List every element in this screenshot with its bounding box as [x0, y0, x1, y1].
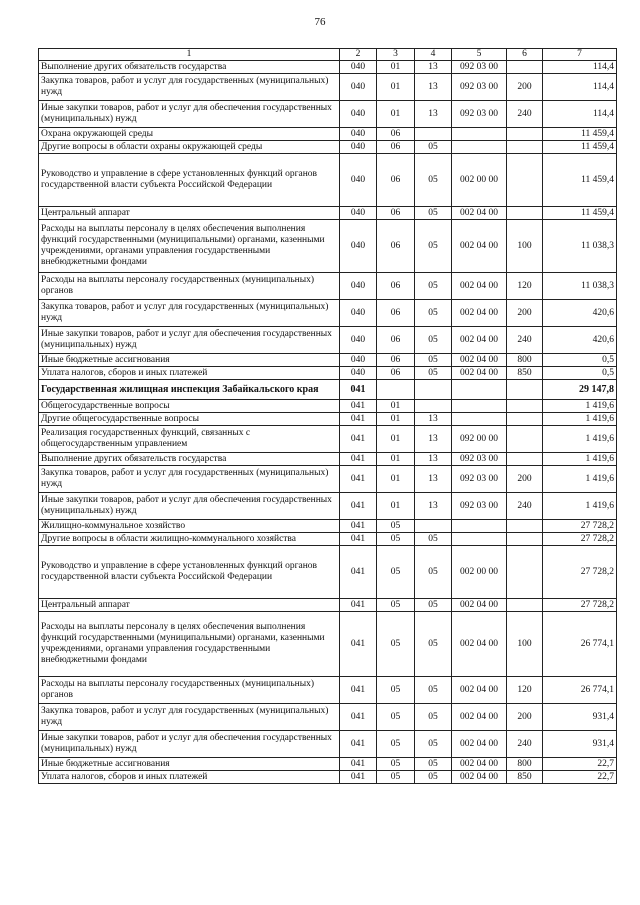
- amount-cell: 1 419,6: [543, 426, 617, 453]
- subsection-code-cell: 05: [415, 141, 452, 154]
- subsection-code-cell: 05: [415, 300, 452, 327]
- table-row: [39, 599, 617, 612]
- amount-cell: 22,7: [543, 771, 617, 784]
- section-code-cell: 06: [377, 154, 415, 207]
- section-code-cell: 05: [377, 704, 415, 731]
- table-row: [39, 380, 617, 400]
- ministry-code-cell: 041: [340, 758, 377, 771]
- subsection-code-cell: 05: [415, 771, 452, 784]
- subsection-code-cell: 05: [415, 207, 452, 220]
- table-row: [39, 758, 617, 771]
- table-row: [39, 101, 617, 128]
- row-name-cell: Государственная жилищная инспекция Забайкальского края: [39, 380, 340, 400]
- ministry-code-cell: 041: [340, 704, 377, 731]
- target-article-code-cell: 002 04 00: [452, 273, 507, 300]
- subsection-code-cell: 05: [415, 367, 452, 380]
- section-code-cell: 01: [377, 466, 415, 493]
- target-article-code-cell: 002 04 00: [452, 327, 507, 354]
- row-name-cell: Другие вопросы в области охраны окружающей среды: [39, 141, 340, 154]
- table-row: [39, 207, 617, 220]
- ministry-code-cell: 041: [340, 731, 377, 758]
- subsection-code-cell: 05: [415, 546, 452, 599]
- ministry-code-cell: 040: [340, 141, 377, 154]
- table-row: [39, 154, 617, 207]
- table-row: [39, 493, 617, 520]
- expense-type-code-cell: 120: [507, 273, 543, 300]
- amount-cell: 1 419,6: [543, 400, 617, 413]
- target-article-code-cell: [452, 380, 507, 400]
- ministry-code-cell: 041: [340, 453, 377, 466]
- section-code-cell: 06: [377, 327, 415, 354]
- section-code-cell: 06: [377, 367, 415, 380]
- row-name-cell: Центральный аппарат: [39, 599, 340, 612]
- target-article-code-cell: [452, 533, 507, 546]
- target-article-code-cell: 002 04 00: [452, 220, 507, 273]
- table-row: [39, 400, 617, 413]
- amount-cell: 22,7: [543, 758, 617, 771]
- row-name-cell: Охрана окружающей среды: [39, 128, 340, 141]
- target-article-code-cell: 002 04 00: [452, 677, 507, 704]
- amount-cell: 27 728,2: [543, 546, 617, 599]
- amount-cell: 1 419,6: [543, 413, 617, 426]
- table-row: [39, 677, 617, 704]
- expense-type-code-cell: [507, 380, 543, 400]
- section-code-cell: 05: [377, 546, 415, 599]
- subsection-code-cell: 05: [415, 220, 452, 273]
- table-row: [39, 426, 617, 453]
- amount-cell: 11 038,3: [543, 273, 617, 300]
- expense-type-code-cell: 200: [507, 466, 543, 493]
- ministry-code-cell: 040: [340, 354, 377, 367]
- row-name-cell: Расходы на выплаты персоналу в целях обеспечения выполнения функций государственными (муниципальными) органами, казенными учреждениями, органами управления государственными внебюджетными фондами: [39, 612, 340, 677]
- ministry-code-cell: 040: [340, 61, 377, 74]
- amount-cell: 1 419,6: [543, 453, 617, 466]
- column-header-1: 1: [39, 49, 340, 61]
- table-row: [39, 546, 617, 599]
- target-article-code-cell: [452, 128, 507, 141]
- table-row: [39, 128, 617, 141]
- table-row: [39, 466, 617, 493]
- ministry-code-cell: 041: [340, 413, 377, 426]
- subsection-code-cell: 13: [415, 74, 452, 101]
- ministry-code-cell: 041: [340, 771, 377, 784]
- subsection-code-cell: 13: [415, 493, 452, 520]
- expense-type-code-cell: [507, 128, 543, 141]
- subsection-code-cell: 05: [415, 599, 452, 612]
- section-code-cell: 06: [377, 300, 415, 327]
- column-header-7: 7: [543, 49, 617, 61]
- target-article-code-cell: 002 04 00: [452, 731, 507, 758]
- subsection-code-cell: 05: [415, 354, 452, 367]
- row-name-cell: Расходы на выплаты персоналу государственных (муниципальных) органов: [39, 677, 340, 704]
- target-article-code-cell: 002 04 00: [452, 758, 507, 771]
- column-header-4: 4: [415, 49, 452, 61]
- expense-type-code-cell: 120: [507, 677, 543, 704]
- subsection-code-cell: 05: [415, 327, 452, 354]
- table-row: [39, 74, 617, 101]
- amount-cell: 1 419,6: [543, 466, 617, 493]
- subsection-code-cell: 05: [415, 731, 452, 758]
- table-row: [39, 731, 617, 758]
- table-header-row: [39, 49, 617, 61]
- row-name-cell: Общегосударственные вопросы: [39, 400, 340, 413]
- target-article-code-cell: 092 03 00: [452, 466, 507, 493]
- row-name-cell: Закупка товаров, работ и услуг для государственных (муниципальных) нужд: [39, 466, 340, 493]
- target-article-code-cell: 092 03 00: [452, 453, 507, 466]
- expense-type-code-cell: [507, 453, 543, 466]
- ministry-code-cell: 040: [340, 101, 377, 128]
- ministry-code-cell: 041: [340, 520, 377, 533]
- section-code-cell: 01: [377, 74, 415, 101]
- section-code-cell: 06: [377, 141, 415, 154]
- ministry-code-cell: 041: [340, 599, 377, 612]
- row-name-cell: Иные бюджетные ассигнования: [39, 354, 340, 367]
- amount-cell: 29 147,8: [543, 380, 617, 400]
- column-header-2: 2: [340, 49, 377, 61]
- amount-cell: 1 419,6: [543, 493, 617, 520]
- amount-cell: 11 459,4: [543, 141, 617, 154]
- section-code-cell: 06: [377, 128, 415, 141]
- amount-cell: 26 774,1: [543, 677, 617, 704]
- table-row: [39, 704, 617, 731]
- section-code-cell: 05: [377, 612, 415, 677]
- amount-cell: 114,4: [543, 61, 617, 74]
- ministry-code-cell: 040: [340, 273, 377, 300]
- expense-type-code-cell: [507, 599, 543, 612]
- ministry-code-cell: 041: [340, 493, 377, 520]
- column-header-6: 6: [507, 49, 543, 61]
- ministry-code-cell: 041: [340, 612, 377, 677]
- section-code-cell: 01: [377, 413, 415, 426]
- target-article-code-cell: 002 04 00: [452, 367, 507, 380]
- row-name-cell: Иные закупки товаров, работ и услуг для обеспечения государственных (муниципальных) нужд: [39, 731, 340, 758]
- row-name-cell: Реализация государственных функций, связанных с общегосударственным управлением: [39, 426, 340, 453]
- amount-cell: 114,4: [543, 101, 617, 128]
- subsection-code-cell: 05: [415, 677, 452, 704]
- subsection-code-cell: [415, 400, 452, 413]
- amount-cell: 11 038,3: [543, 220, 617, 273]
- row-name-cell: Закупка товаров, работ и услуг для государственных (муниципальных) нужд: [39, 74, 340, 101]
- section-code-cell: 01: [377, 101, 415, 128]
- ministry-code-cell: 041: [340, 380, 377, 400]
- expense-type-code-cell: 240: [507, 493, 543, 520]
- expense-type-code-cell: 240: [507, 327, 543, 354]
- ministry-code-cell: 040: [340, 128, 377, 141]
- section-code-cell: 06: [377, 207, 415, 220]
- table-row: [39, 413, 617, 426]
- ministry-code-cell: 041: [340, 546, 377, 599]
- target-article-code-cell: 002 00 00: [452, 546, 507, 599]
- target-article-code-cell: [452, 413, 507, 426]
- ministry-code-cell: 041: [340, 426, 377, 453]
- table-row: [39, 367, 617, 380]
- table-row: [39, 61, 617, 74]
- ministry-code-cell: 041: [340, 466, 377, 493]
- section-code-cell: 06: [377, 354, 415, 367]
- row-name-cell: Иные закупки товаров, работ и услуг для обеспечения государственных (муниципальных) нужд: [39, 327, 340, 354]
- ministry-code-cell: 041: [340, 400, 377, 413]
- amount-cell: 931,4: [543, 704, 617, 731]
- amount-cell: 26 774,1: [543, 612, 617, 677]
- subsection-code-cell: [415, 380, 452, 400]
- target-article-code-cell: 002 04 00: [452, 612, 507, 677]
- table-row: [39, 354, 617, 367]
- expense-type-code-cell: [507, 520, 543, 533]
- amount-cell: 11 459,4: [543, 154, 617, 207]
- section-code-cell: 01: [377, 426, 415, 453]
- section-code-cell: 05: [377, 677, 415, 704]
- target-article-code-cell: 002 04 00: [452, 207, 507, 220]
- expense-type-code-cell: [507, 546, 543, 599]
- expense-type-code-cell: [507, 400, 543, 413]
- budget-table: [38, 48, 617, 784]
- ministry-code-cell: 041: [340, 533, 377, 546]
- target-article-code-cell: 002 04 00: [452, 599, 507, 612]
- row-name-cell: Другие вопросы в области жилищно-коммунального хозяйства: [39, 533, 340, 546]
- expense-type-code-cell: 240: [507, 731, 543, 758]
- ministry-code-cell: 040: [340, 154, 377, 207]
- ministry-code-cell: 040: [340, 367, 377, 380]
- row-name-cell: Иные бюджетные ассигнования: [39, 758, 340, 771]
- target-article-code-cell: 002 00 00: [452, 154, 507, 207]
- target-article-code-cell: 092 03 00: [452, 74, 507, 101]
- expense-type-code-cell: 200: [507, 704, 543, 731]
- row-name-cell: Иные закупки товаров, работ и услуг для обеспечения государственных (муниципальных) нужд: [39, 493, 340, 520]
- section-code-cell: 01: [377, 400, 415, 413]
- ministry-code-cell: 040: [340, 74, 377, 101]
- ministry-code-cell: 041: [340, 677, 377, 704]
- section-code-cell: 05: [377, 758, 415, 771]
- table-row: [39, 327, 617, 354]
- row-name-cell: Уплата налогов, сборов и иных платежей: [39, 367, 340, 380]
- row-name-cell: Руководство и управление в сфере установленных функций органов государственной власти субъекта Российской Федерации: [39, 546, 340, 599]
- section-code-cell: 01: [377, 493, 415, 520]
- amount-cell: 27 728,2: [543, 520, 617, 533]
- section-code-cell: 05: [377, 533, 415, 546]
- section-code-cell: 05: [377, 599, 415, 612]
- column-header-3: 3: [377, 49, 415, 61]
- target-article-code-cell: 092 03 00: [452, 61, 507, 74]
- expense-type-code-cell: [507, 413, 543, 426]
- section-code-cell: 06: [377, 273, 415, 300]
- subsection-code-cell: 05: [415, 154, 452, 207]
- target-article-code-cell: [452, 141, 507, 154]
- row-name-cell: Выполнение других обязательств государства: [39, 61, 340, 74]
- expense-type-code-cell: 800: [507, 354, 543, 367]
- expense-type-code-cell: 800: [507, 758, 543, 771]
- row-name-cell: Расходы на выплаты персоналу в целях обеспечения выполнения функций государственными (муниципальными) органами, казенными учреждениями, органами управления государственными внебюджетными фондами: [39, 220, 340, 273]
- section-code-cell: 05: [377, 520, 415, 533]
- amount-cell: 11 459,4: [543, 207, 617, 220]
- subsection-code-cell: 05: [415, 612, 452, 677]
- page-number: 76: [314, 16, 326, 28]
- amount-cell: 931,4: [543, 731, 617, 758]
- ministry-code-cell: 040: [340, 207, 377, 220]
- subsection-code-cell: 05: [415, 533, 452, 546]
- table-row: [39, 771, 617, 784]
- row-name-cell: Жилищно-коммунальное хозяйство: [39, 520, 340, 533]
- subsection-code-cell: [415, 128, 452, 141]
- row-name-cell: Уплата налогов, сборов и иных платежей: [39, 771, 340, 784]
- target-article-code-cell: [452, 400, 507, 413]
- table-row: [39, 300, 617, 327]
- target-article-code-cell: 092 03 00: [452, 493, 507, 520]
- expense-type-code-cell: [507, 207, 543, 220]
- expense-type-code-cell: 200: [507, 300, 543, 327]
- target-article-code-cell: 002 04 00: [452, 300, 507, 327]
- row-name-cell: Руководство и управление в сфере установленных функций органов государственной власти субъекта Российской Федерации: [39, 154, 340, 207]
- row-name-cell: Другие общегосударственные вопросы: [39, 413, 340, 426]
- table-row: [39, 520, 617, 533]
- expense-type-code-cell: 850: [507, 367, 543, 380]
- section-code-cell: 01: [377, 453, 415, 466]
- expense-type-code-cell: 100: [507, 220, 543, 273]
- amount-cell: 0,5: [543, 367, 617, 380]
- target-article-code-cell: [452, 520, 507, 533]
- target-article-code-cell: 002 04 00: [452, 354, 507, 367]
- expense-type-code-cell: 100: [507, 612, 543, 677]
- subsection-code-cell: 05: [415, 758, 452, 771]
- expense-type-code-cell: [507, 61, 543, 74]
- subsection-code-cell: 13: [415, 61, 452, 74]
- row-name-cell: Выполнение других обязательств государства: [39, 453, 340, 466]
- section-code-cell: 01: [377, 61, 415, 74]
- subsection-code-cell: [415, 520, 452, 533]
- expense-type-code-cell: 200: [507, 74, 543, 101]
- expense-type-code-cell: [507, 533, 543, 546]
- target-article-code-cell: 002 04 00: [452, 771, 507, 784]
- expense-type-code-cell: 850: [507, 771, 543, 784]
- row-name-cell: Иные закупки товаров, работ и услуг для обеспечения государственных (муниципальных) нужд: [39, 101, 340, 128]
- subsection-code-cell: 13: [415, 466, 452, 493]
- ministry-code-cell: 040: [340, 220, 377, 273]
- expense-type-code-cell: [507, 154, 543, 207]
- subsection-code-cell: 13: [415, 413, 452, 426]
- section-code-cell: 05: [377, 771, 415, 784]
- section-code-cell: 06: [377, 220, 415, 273]
- amount-cell: 11 459,4: [543, 128, 617, 141]
- table-row: [39, 220, 617, 273]
- amount-cell: 420,6: [543, 327, 617, 354]
- amount-cell: 27 728,2: [543, 599, 617, 612]
- table-row: [39, 533, 617, 546]
- column-header-5: 5: [452, 49, 507, 61]
- row-name-cell: Закупка товаров, работ и услуг для государственных (муниципальных) нужд: [39, 704, 340, 731]
- subsection-code-cell: 13: [415, 101, 452, 128]
- amount-cell: 114,4: [543, 74, 617, 101]
- table-row: [39, 612, 617, 677]
- amount-cell: 27 728,2: [543, 533, 617, 546]
- subsection-code-cell: 05: [415, 704, 452, 731]
- table-row: [39, 273, 617, 300]
- section-code-cell: 05: [377, 731, 415, 758]
- subsection-code-cell: 13: [415, 426, 452, 453]
- target-article-code-cell: 092 00 00: [452, 426, 507, 453]
- expense-type-code-cell: 240: [507, 101, 543, 128]
- ministry-code-cell: 040: [340, 327, 377, 354]
- subsection-code-cell: 13: [415, 453, 452, 466]
- row-name-cell: Закупка товаров, работ и услуг для государственных (муниципальных) нужд: [39, 300, 340, 327]
- target-article-code-cell: 092 03 00: [452, 101, 507, 128]
- amount-cell: 420,6: [543, 300, 617, 327]
- amount-cell: 0,5: [543, 354, 617, 367]
- expense-type-code-cell: [507, 141, 543, 154]
- subsection-code-cell: 05: [415, 273, 452, 300]
- ministry-code-cell: 040: [340, 300, 377, 327]
- section-code-cell: [377, 380, 415, 400]
- table-row: [39, 141, 617, 154]
- table-row: [39, 453, 617, 466]
- expense-type-code-cell: [507, 426, 543, 453]
- target-article-code-cell: 002 04 00: [452, 704, 507, 731]
- row-name-cell: Центральный аппарат: [39, 207, 340, 220]
- row-name-cell: Расходы на выплаты персоналу государственных (муниципальных) органов: [39, 273, 340, 300]
